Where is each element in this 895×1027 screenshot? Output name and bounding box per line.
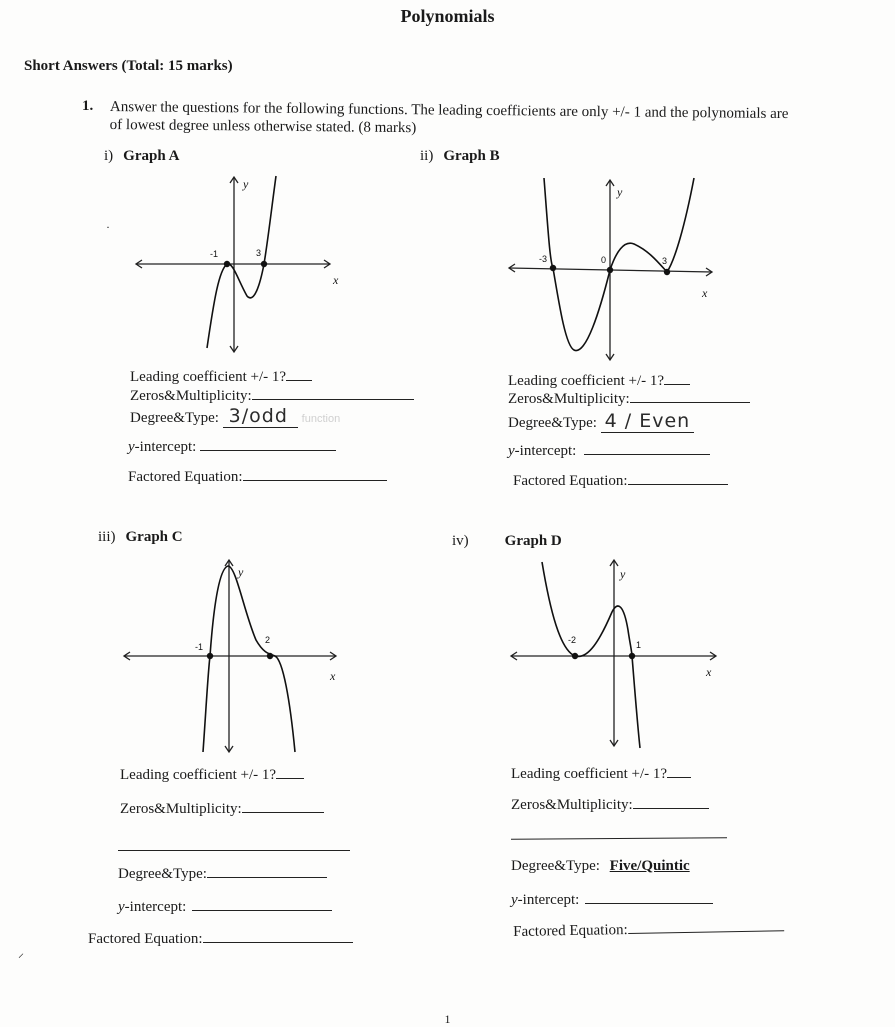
graph-d-degree-field: Degree&Type: Five/Quintic — [511, 858, 690, 874]
graph-c-yint-field: y-intercept: — [118, 897, 332, 916]
stray-mark: · — [106, 220, 110, 234]
graph-d-factored-field: Factored Equation: — [513, 917, 784, 941]
x-axis-label: x — [333, 273, 339, 287]
graph-d-zero-label: 1 — [636, 640, 642, 650]
graph-d-degree-answer: Five/Quintic — [609, 858, 690, 874]
graph-c-label: iii) Graph C — [98, 529, 183, 545]
question-text: Answer the questions for the following functions. The leading coefficients are only +/- 1 and the polynomials are of lowest degree unless otherwise stated. (8 marks) — [109, 98, 789, 137]
graph-a-label: i) Graph A — [104, 148, 180, 164]
question-number: 1. — [82, 98, 94, 114]
graph-d-label: iv) Graph D — [452, 533, 562, 549]
graph-a-yint-field: y-intercept: — [128, 437, 336, 456]
graph-c-leading-field: Leading coefficient +/- 1? — [120, 765, 304, 784]
graph-b-zeros-field: Zeros&Multiplicity: — [508, 389, 750, 408]
graph-a-factored-field: Factored Equation: — [128, 467, 387, 486]
y-axis-label: y — [617, 185, 623, 199]
graph-a-faint-text: function — [301, 413, 341, 425]
graph-b-factored-field: Factored Equation: — [513, 471, 728, 490]
x-axis-label: x — [706, 665, 712, 679]
graph-d-yint-field: y-intercept: — [511, 890, 713, 909]
graph-b-degree-field: Degree&Type: 4 / Even — [508, 410, 694, 432]
graph-c-zero-label: 2 — [265, 635, 271, 645]
graph-b-leading-field: Leading coefficient +/- 1? — [508, 371, 690, 390]
graph-d-leading-field: Leading coefficient +/- 1? — [511, 764, 691, 783]
x-axis-label: x — [702, 286, 708, 300]
graph-a-zeros-field: Zeros&Multiplicity: — [130, 386, 414, 405]
x-axis-label: x — [330, 669, 336, 683]
graph-c-factored-field: Factored Equation: — [88, 929, 353, 948]
graph-a-zero-label: -1 — [210, 249, 219, 259]
y-axis-label: y — [238, 565, 244, 579]
graph-d-zero-label: -2 — [568, 635, 577, 645]
graph-a-degree-answer: 3/odd — [223, 405, 298, 428]
graph-b-label: ii) Graph B — [420, 148, 500, 164]
graph-c-zero-label: -1 — [195, 642, 204, 652]
page-title: Polynomials — [400, 6, 495, 26]
graph-b-zero-label: 0 — [601, 255, 607, 265]
graph-c-zeros-extra-line — [118, 850, 350, 851]
graph-b-zero-label: -3 — [539, 254, 548, 264]
graph-a-degree-field: Degree&Type: 3/odd function — [130, 405, 341, 427]
page-number: 1 — [444, 1012, 451, 1026]
graph-b-zero-label: 3 — [662, 256, 668, 266]
section-heading: Short Answers (Total: 15 marks) — [24, 58, 233, 74]
stray-mark: ⸝ — [18, 946, 25, 960]
graph-b-degree-answer: 4 / Even — [601, 410, 695, 433]
graph-a-leading-field: Leading coefficient +/- 1? — [130, 367, 312, 386]
graph-c-degree-field: Degree&Type: — [118, 864, 327, 883]
graph-a-zero-label: 3 — [256, 248, 262, 258]
graph-d-zeros-field: Zeros&Multiplicity: — [511, 795, 709, 814]
graph-c-zeros-field: Zeros&Multiplicity: — [120, 799, 324, 818]
y-axis-label: y — [243, 177, 249, 191]
y-axis-label: y — [620, 567, 626, 581]
graph-b-yint-field: y-intercept: — [508, 441, 710, 460]
